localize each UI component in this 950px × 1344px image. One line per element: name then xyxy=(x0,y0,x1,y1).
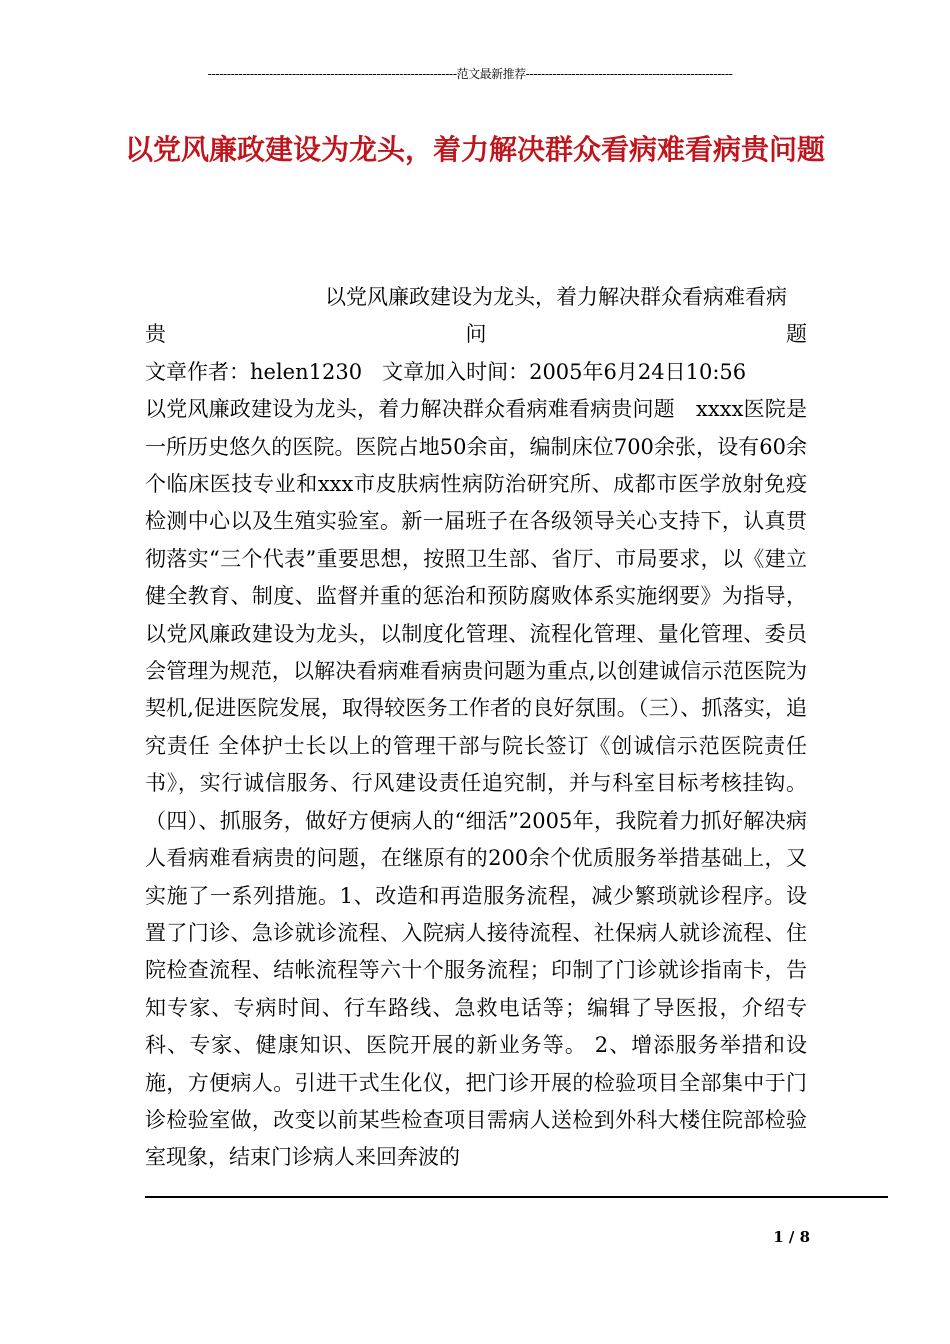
author-label: 文章作者：helen1230 xyxy=(145,359,363,384)
article-subtitle-line1: 以党风廉政建设为龙头，着力解决群众看病难看病 xyxy=(325,285,787,309)
publish-time: 文章加入时间：2005年6月24日10:56 xyxy=(382,359,747,384)
article-text: 以党风廉政建设为龙头，着力解决群众看病难看病贵问题 xxxx医院是一所历史悠久的医院。医院占地50余亩，编制床位700余张，设有60余个临床医技专业和xxx市皮肤病性病防治研究所、成都市医学放射免疫检测中心以及生殖实验室。新一届班子在各级领导关心支持下，认真贯彻落实“三个代表”重要思想，按照卫生部、省厅、市局要求，以《建立健全教育、制度、监督并重的惩治和预防腐败体系实施纲要》为指导，以党风廉政建设为龙头，以制度化管理、流程化管理、量化管理、委员会管理为规范，以解决看病难看病贵问题为重点,以创建诚信示范医院为契机,促进医院发展，取得较医务工作者的良好氛围。（三）、抓落实，追究责任 全体护士长以上的管理干部与院长签订《创诚信示范医院责任书》，实行诚信服务、行风建设责任追究制，并与科室目标考核挂钩。（四）、抓服务，做好方便病人的“细活”2005年，我院着力抓好解决病人看病难看病贵的问题，在继原有的200余个优质服务举措基础上，又实施了一系列措施。1、改造和再造服务流程，减少繁琐就诊程序。设置了门诊、急诊就诊流程、入院病人接待流程、社保病人就诊流程、住院检查流程、结帐流程等六十个服务流程；印制了门诊就诊指南卡，告知专家、专病时间、行车路线、急救电话等；编辑了导医报，介绍专科、专家、健康知识、医院开展的新业务等。 2、增添服务举措和设施，方便病人。引进干式生化仪，把门诊开展的检验项目全部集中于门诊检验室做，改变以前某些检查项目需病人送检到外科大楼住院部检验室现象，结束门诊病人来回奔波的 xyxy=(145,397,807,1170)
subtitle-part-2: 问 xyxy=(465,322,487,347)
header-banner: -----------------------------------------------------------------范文最新推荐------------------------------------------------------ xyxy=(207,67,733,81)
article-subtitle-line2 xyxy=(145,316,807,353)
footer-divider xyxy=(145,1196,888,1198)
article-body xyxy=(145,279,807,1177)
article-meta xyxy=(145,354,807,391)
document-title: 以党风廉政建设为龙头，着力解决群众看病难看病贵问题 xyxy=(124,133,825,166)
subtitle-part-1: 贵 xyxy=(145,322,166,347)
subtitle-part-3: 题 xyxy=(786,322,807,347)
page-number: 1 / 8 xyxy=(773,1228,810,1246)
